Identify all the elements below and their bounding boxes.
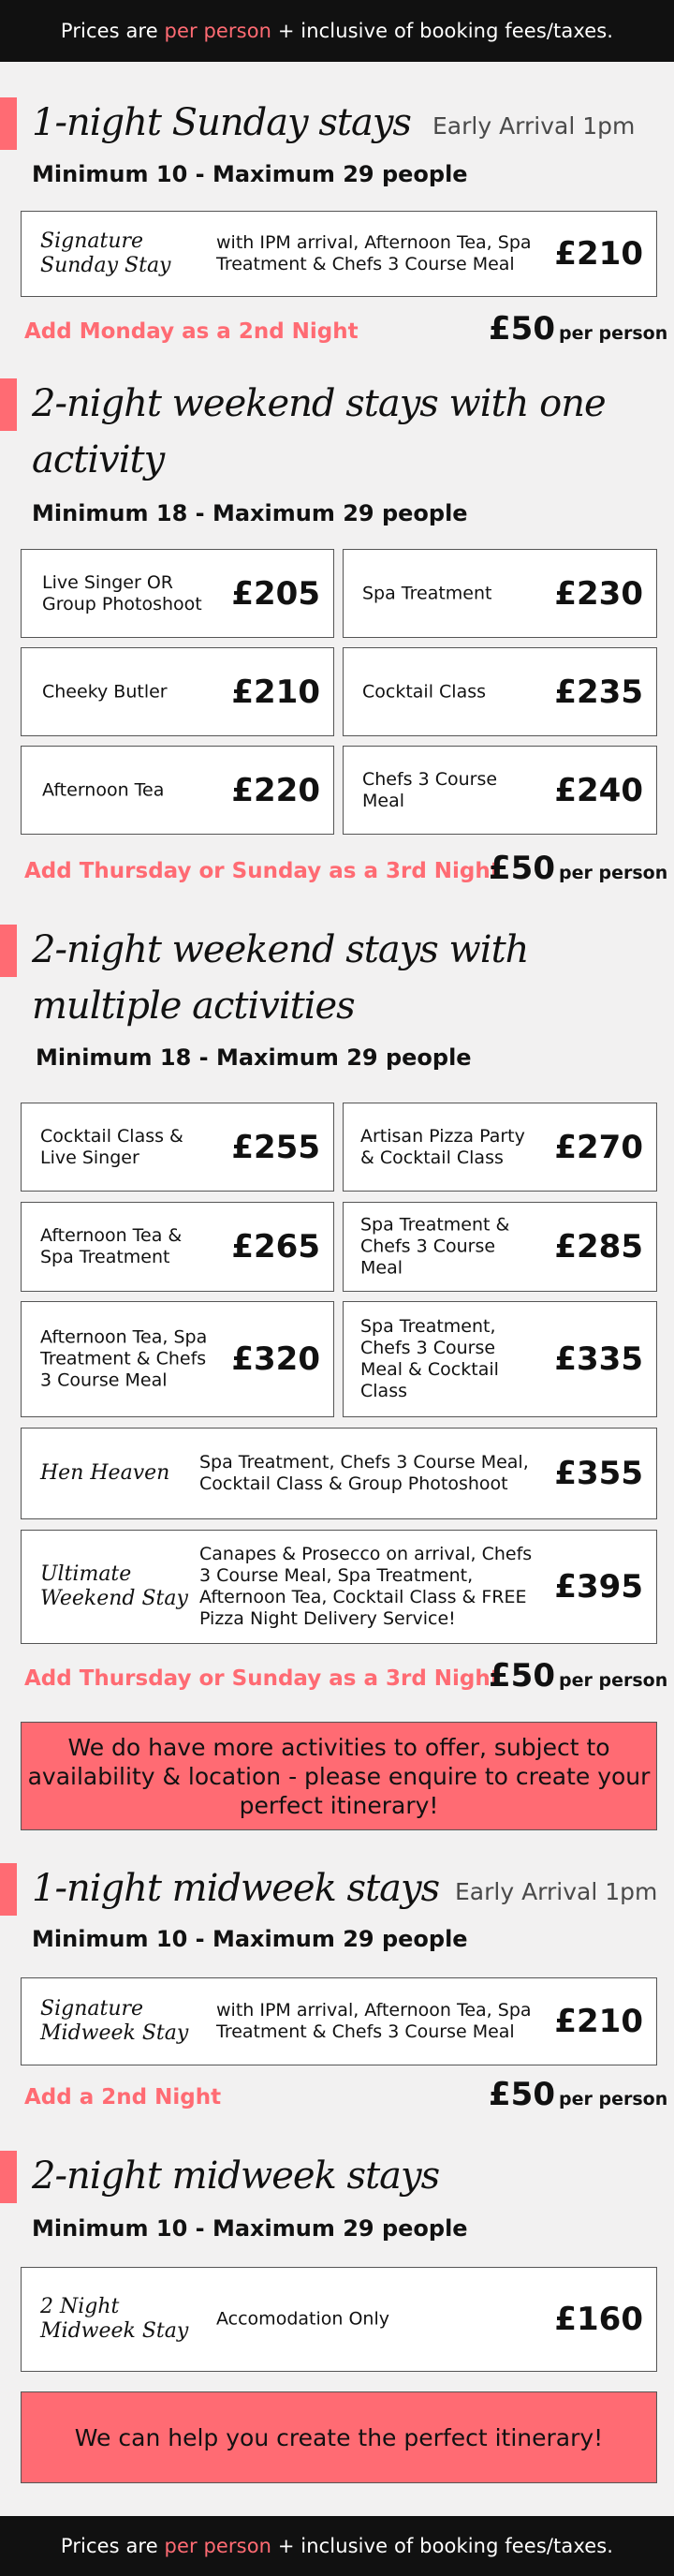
pricing-banner-bottom [0,2516,674,2576]
package-signature-midweek[interactable] [21,1977,657,2065]
banner-text-highlight: per person [164,20,272,42]
package-price: £210 [554,235,643,273]
extra-night-price: £50 [489,1657,555,1695]
pricing-banner-top [0,0,674,62]
activity-price: £220 [231,771,320,809]
activity-price: £240 [554,771,643,809]
activity-spa-chefs[interactable] [343,1202,657,1292]
section-title-midweek-one: 1-night midweek stays [32,1867,440,1910]
activity-label: Afternoon Tea [42,779,165,800]
activity-price: £255 [231,1128,320,1166]
package-description: Canapes & Prosecco on arrival, Chefs 3 Course Meal, Spa Treatment, Afternoon Tea, Cocktail Class & FREE Pizza Night Delivery Service! [199,1544,533,1629]
package-description: Spa Treatment, Chefs 3 Course Meal, Cocktail Class & Group Photoshoot [199,1452,529,1494]
extra-night-label: Add Thursday or Sunday as a 3rd Night [24,1666,501,1691]
package-hen-heaven[interactable] [21,1428,657,1519]
group-size-note: Minimum 10 - Maximum 29 people [32,2215,468,2242]
extra-night-label: Add a 2nd Night [24,2085,222,2110]
package-name: Ultimate Weekend Stay [40,1562,188,1610]
activity-label: Cheeky Butler [42,681,168,702]
activity-label: Spa Treatment, Chefs 3 Course Meal & Cocktail Class [360,1316,499,1401]
activity-price: £285 [554,1228,643,1266]
activity-label: Chefs 3 Course Meal [362,768,498,811]
extra-night-price: £50 [489,850,555,887]
package-description: Accomodation Only [216,2308,389,2330]
package-name: Signature Midweek Stay [40,1997,189,2045]
banner-text-pre: Prices are [60,2535,165,2557]
activity-price: £335 [554,1340,643,1378]
group-size-note: Minimum 18 - Maximum 29 people [32,500,468,526]
banner-text-post: + inclusive of booking fees/taxes. [271,20,614,42]
activity-afternoon-tea[interactable] [21,746,334,835]
activity-label: Cocktail Class & Live Singer [40,1125,183,1168]
activity-spa-chefs-cocktail[interactable] [343,1301,657,1417]
extra-night-row [0,310,674,357]
package-price: £395 [554,1568,643,1606]
activity-chefs-meal[interactable] [343,746,657,835]
section-accent-bar [0,925,17,977]
activity-label: Cocktail Class [362,681,487,702]
section-title-weekend-multi: 2-night weekend stays with [32,928,529,971]
package-signature-sunday[interactable] [21,211,657,297]
activity-label: Live Singer OR Group Photoshoot [42,571,202,614]
package-name: Hen Heaven [40,1461,170,1485]
activity-pizza-cocktail[interactable] [343,1103,657,1192]
activity-cocktail-singer[interactable] [21,1103,334,1192]
activity-label: Afternoon Tea, Spa Treatment & Chefs 3 Course Meal [40,1326,208,1391]
activity-cheeky-butler[interactable] [21,647,334,736]
group-size-note: Minimum 10 - Maximum 29 people [32,161,468,187]
package-price: £210 [554,2003,643,2040]
package-name: 2 Night Midweek Stay [40,2295,189,2343]
per-person-label: per person [559,863,668,883]
activity-tea-spa-chefs[interactable] [21,1301,334,1417]
extra-night-price: £50 [489,2076,555,2113]
section-accent-bar [0,2151,17,2203]
itinerary-help-callout: We can help you create the perfect itinerary! [21,2391,657,2483]
activity-price: £270 [554,1128,643,1166]
extra-night-label: Add Thursday or Sunday as a 3rd Night [24,859,501,883]
activity-price: £205 [231,574,320,613]
enquire-callout: We do have more activities to offer, subject to availability & location - please enquire to create your perfect itinerary! [21,1722,657,1830]
group-size-note: Minimum 18 - Maximum 29 people [36,1044,472,1071]
activity-price: £320 [231,1340,320,1378]
section-title-sunday: 1-night Sunday stays [32,101,411,144]
package-name: Signature Sunday Stay [40,229,171,277]
package-ultimate-weekend[interactable] [21,1530,657,1644]
activity-price: £235 [554,673,643,711]
activity-label: Spa Treatment [362,583,492,603]
extra-night-row [0,1657,674,1704]
activity-price: £230 [554,574,643,613]
package-two-night-midweek[interactable] [21,2267,657,2372]
section-title-weekend-multi-line2: multiple activities [32,985,355,1028]
activity-label: Artisan Pizza Party & Cocktail Class [360,1125,525,1168]
section-title-midweek-two: 2-night midweek stays [32,2154,440,2198]
package-description: with IPM arrival, Afternoon Tea, Spa Treatment & Chefs 3 Course Meal [216,232,532,274]
activity-price: £210 [231,673,320,711]
extra-night-row [0,850,674,896]
package-price: £355 [554,1455,643,1492]
section-accent-bar [0,97,17,150]
banner-text-pre: Prices are [60,20,165,42]
early-arrival-note: Early Arrival 1pm [455,1878,658,1905]
per-person-label: per person [559,2089,668,2110]
activity-tea-spa[interactable] [21,1202,334,1292]
early-arrival-note: Early Arrival 1pm [432,112,636,140]
activity-cocktail-class[interactable] [343,647,657,736]
per-person-label: per person [559,1670,668,1691]
package-price: £160 [554,2301,643,2338]
activity-price: £265 [231,1228,320,1266]
package-description: with IPM arrival, Afternoon Tea, Spa Treatment & Chefs 3 Course Meal [216,2000,532,2042]
per-person-label: per person [559,323,668,344]
section-accent-bar [0,378,17,431]
banner-text-highlight: per person [164,2535,272,2557]
extra-night-label: Add Monday as a 2nd Night [24,319,359,344]
activity-label: Afternoon Tea & Spa Treatment [40,1225,183,1267]
section-title-weekend-one-line2: activity [32,438,165,481]
activity-spa-treatment[interactable] [343,549,657,638]
extra-night-price: £50 [489,310,555,348]
group-size-note: Minimum 10 - Maximum 29 people [32,1926,468,1952]
section-accent-bar [0,1863,17,1916]
activity-live-singer[interactable] [21,549,334,638]
activity-label: Spa Treatment & Chefs 3 Course Meal [360,1214,510,1279]
banner-text-post: + inclusive of booking fees/taxes. [271,2535,614,2557]
section-title-weekend-one: 2-night weekend stays with one [32,382,606,425]
extra-night-row [0,2076,674,2123]
